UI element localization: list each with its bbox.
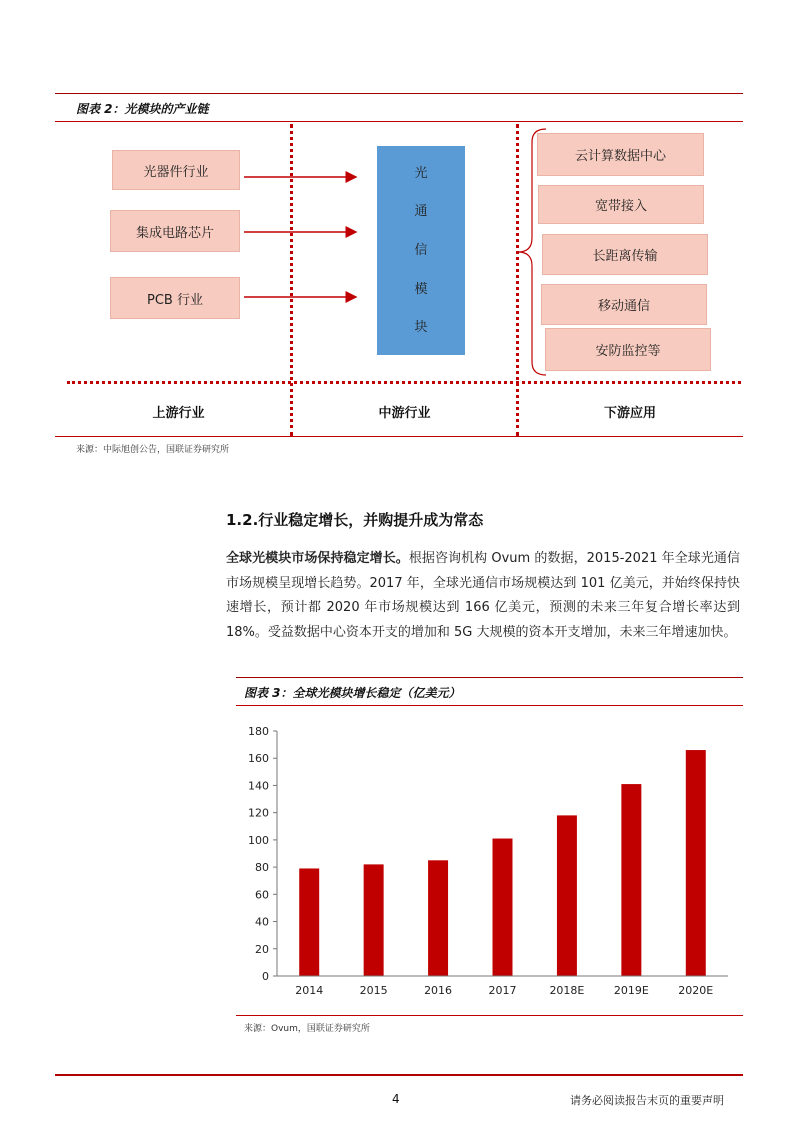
module-char: 块 (414, 320, 428, 336)
footer-disclaimer: 请务必阅读报告末页的重要声明 (570, 1094, 724, 1107)
stage-label: 上游行业 (152, 406, 205, 421)
fig3-top-rule (236, 677, 743, 678)
module-char: 通 (414, 204, 428, 220)
section-heading: 1.2.行业稳定增长，并购提升成为常态 (226, 511, 484, 529)
fig3-source: 来源：Ovum，国联证券研究所 (244, 1024, 370, 1034)
y-tick-label: 20 (255, 942, 269, 956)
upstream-label: 集成电路芯片 (135, 225, 214, 241)
y-tick-label: 60 (255, 888, 269, 902)
y-tick-label: 100 (248, 833, 269, 847)
y-tick-label: 40 (255, 915, 269, 929)
fig3-title-rule (236, 705, 743, 706)
page-number: 4 (392, 1092, 400, 1106)
module-char: 信 (414, 242, 428, 258)
downstream-box (538, 185, 704, 224)
optical-module-block (377, 146, 465, 355)
y-tick-label: 180 (248, 725, 269, 738)
fig2-title-rule (55, 121, 743, 122)
fig2-source: 来源：中际旭创公告，国联证券研究所 (76, 445, 230, 455)
upstream-box (110, 277, 240, 319)
module-char: 模 (414, 281, 428, 297)
y-tick-label: 120 (248, 806, 269, 820)
fig2-title: 图表 2：光模块的产业链 (76, 102, 209, 116)
downstream-label: 宽带接入 (594, 199, 647, 214)
stage-label: 下游应用 (603, 406, 656, 421)
upstream-label: 光器件行业 (143, 164, 209, 180)
y-tick-label: 160 (248, 752, 269, 766)
y-tick-label: 140 (248, 779, 269, 793)
module-char: 光 (414, 165, 428, 181)
x-tick-label: 2019E (613, 984, 649, 997)
bar (428, 860, 448, 976)
downstream-box (541, 284, 707, 325)
y-tick-label: 0 (262, 970, 269, 983)
x-tick-label: 2014 (295, 984, 324, 997)
bar (299, 868, 319, 976)
paragraph-body: 根据咨询机构 Ovum 的数据，2015-2021 年全球光通信市场规模呈现增长趋势。2017 年，全球光通信市场规模达到 101 亿美元，并始终保持快速增长，预计都 2020 年市场规模达到 166 亿美元，预测的未来三年复合增长率达到 18%。受益数据中心资本开支的增加和 5G 大规模的资本开支增加，未来三年增速加快。 (226, 551, 740, 640)
fig2-bottom-rule (55, 436, 743, 437)
paragraph-lead: 全球光模块市场保持稳定增长。 (226, 551, 409, 566)
bar (557, 815, 577, 976)
stage-separator (67, 381, 741, 384)
downstream-label: 移动通信 (597, 299, 650, 314)
fig3-title: 图表 3：全球光模块增长稳定（亿美元） (244, 686, 461, 700)
arrows (240, 165, 365, 305)
x-tick-label: 2020E (678, 984, 714, 997)
bar (364, 864, 384, 976)
downstream-box (537, 133, 704, 176)
downstream-box (545, 328, 711, 371)
footer-rule (55, 1074, 743, 1076)
y-tick-label: 80 (255, 861, 269, 875)
bar (686, 750, 706, 976)
bar (621, 784, 641, 976)
downstream-label: 长距离传输 (592, 249, 658, 264)
x-tick-label: 2015 (359, 984, 388, 997)
bar (493, 839, 513, 976)
upstream-label: PCB 行业 (147, 292, 203, 308)
downstream-label: 安防监控等 (595, 344, 661, 359)
section-paragraph (226, 547, 740, 645)
stage-label: 中游行业 (378, 406, 431, 421)
fig2-top-rule (55, 93, 743, 94)
downstream-label: 云计算数据中心 (574, 149, 666, 164)
x-tick-label: 2016 (424, 984, 453, 997)
x-tick-label: 2017 (488, 984, 517, 997)
fig3-bottom-rule (236, 1015, 743, 1016)
downstream-box (542, 234, 708, 275)
upstream-box (112, 150, 240, 190)
x-tick-label: 2018E (549, 984, 585, 997)
upstream-box (110, 210, 240, 252)
bar-chart (236, 718, 743, 1008)
